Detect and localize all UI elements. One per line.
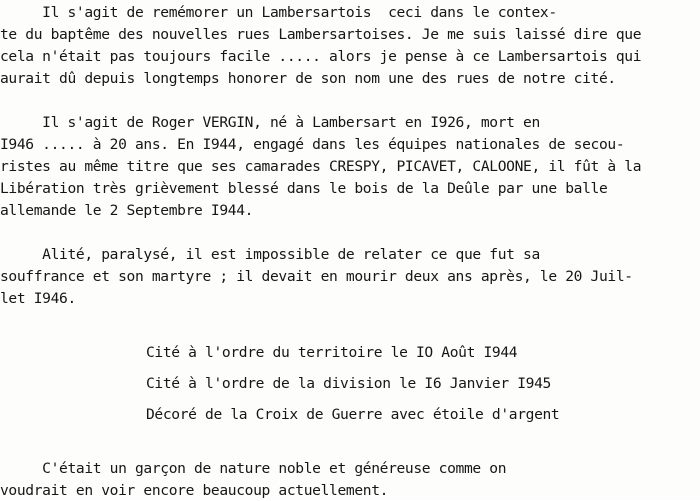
closing-line-2: voudrait en voir encore beaucoup actuellement. [0, 482, 389, 499]
citation-division: Cité à l'ordre de la division le I6 Janvier I945 [146, 375, 551, 392]
paragraph-3-line-3: let I946. [0, 290, 76, 307]
citation-croix-de-guerre: Décoré de la Croix de Guerre avec étoile d'argent [146, 406, 560, 423]
paragraph-2-line-1: Il s'agit de Roger VERGIN, né à Lambersart en I926, mort en [0, 114, 540, 131]
paragraph-3-line-2: souffrance et son martyre ; il devait en mourir deux ans après, le 20 Juil- [0, 268, 633, 285]
paragraph-1-line-2: te du baptême des nouvelles rues Lambersartoises. Je me suis laissé dire que [0, 26, 642, 43]
paragraph-1-line-4: aurait dû depuis longtemps honorer de son nom une des rues de notre cité. [0, 70, 616, 87]
paragraph-2-line-2: I946 ..... à 20 ans. En I944, engagé dans les équipes nationales de secou- [0, 136, 625, 153]
paragraph-2-line-5: allemande le 2 Septembre I944. [0, 202, 254, 219]
paragraph-3-line-1: Alité, paralysé, il est impossible de relater ce que fut sa [0, 246, 540, 263]
paragraph-2-line-4: Libération très grièvement blessé dans le bois de la Deûle par une balle [0, 180, 608, 197]
closing-line-1: C'était un garçon de nature noble et généreuse comme on [0, 460, 507, 477]
citation-territoire: Cité à l'ordre du territoire le IO Août I944 [146, 344, 518, 361]
paragraph-2-line-3: ristes au même titre que ses camarades CRESPY, PICAVET, CALOONE, il fût à la [0, 158, 642, 175]
paragraph-1-line-1: Il s'agit de remémorer un Lambersartois ceci dans le contex- [0, 4, 557, 21]
paragraph-1-line-3: cela n'était pas toujours facile ..... alors je pense à ce Lambersartois qui [0, 48, 642, 65]
